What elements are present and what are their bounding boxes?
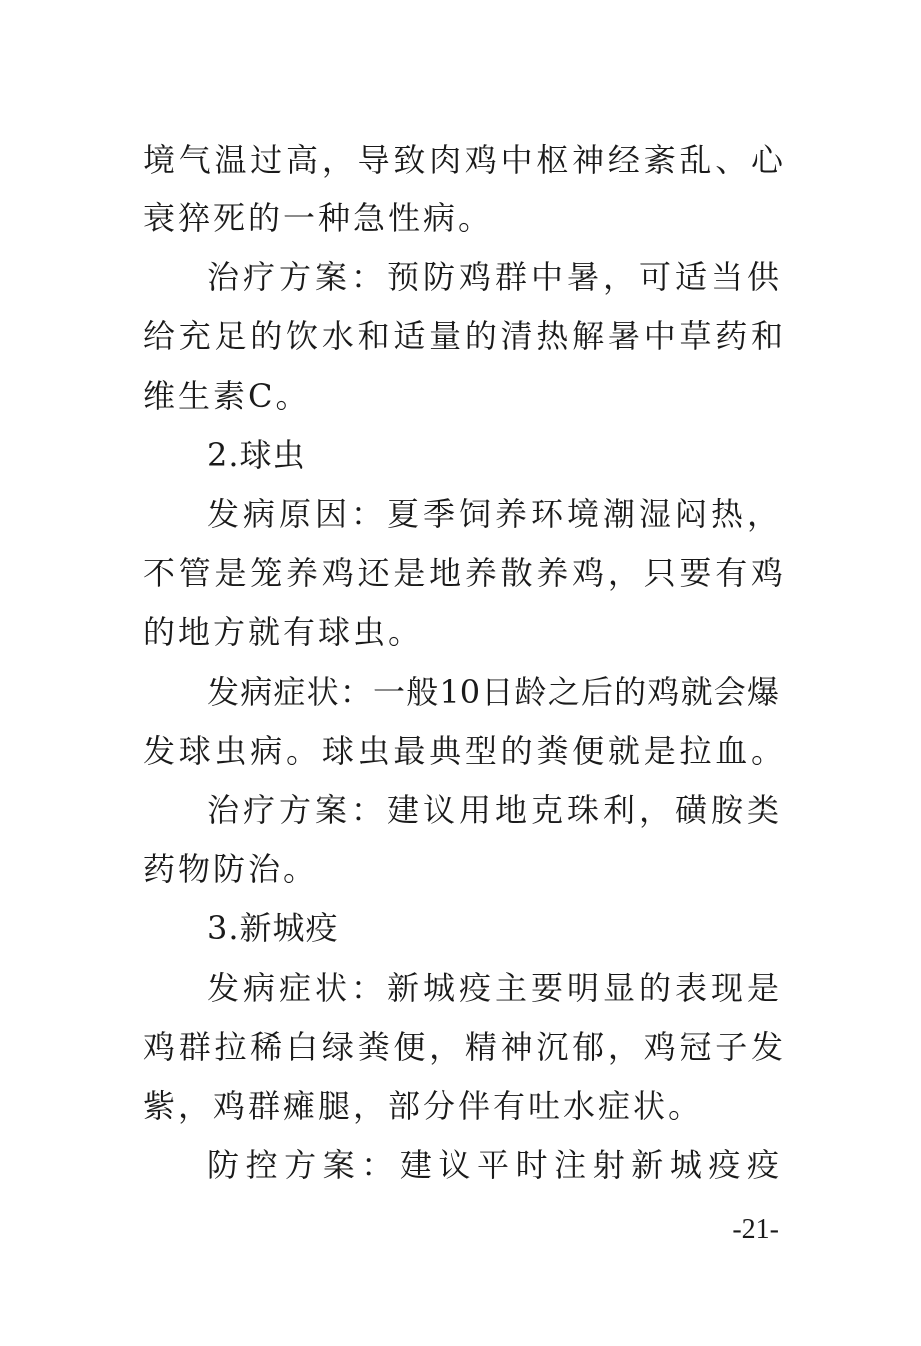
text-line-12: 治疗方案：建议用地克珠利，磺胺类: [207, 791, 779, 829]
text-line-17: 紫，鸡群瘫腿，部分伴有吐水症状。: [143, 1087, 704, 1125]
text-line-16: 鸡群拉稀白绿粪便，精神沉郁，鸡冠子发: [143, 1028, 783, 1066]
text-line-13: 药物防治。: [143, 850, 319, 888]
text-line-3: 治疗方案：预防鸡群中暑，可适当供: [207, 258, 779, 296]
text-line-1: 境气温过高，导致肉鸡中枢神经紊乱、心: [143, 141, 783, 179]
text-line-10: 发病症状：一般10日龄之后的鸡就会爆: [207, 673, 779, 711]
text-line-5: 维生素C。: [143, 377, 311, 415]
text-line-2: 衰猝死的一种急性病。: [143, 199, 494, 237]
text-line-8: 不管是笼养鸡还是地养散养鸡，只要有鸡: [143, 554, 783, 592]
text-line-4: 给充足的饮水和适量的清热解暑中草药和: [143, 317, 783, 355]
text-line-15: 发病症状：新城疫主要明显的表现是: [207, 969, 779, 1007]
text-line-7: 发病原因：夏季饲养环境潮湿闷热，: [207, 495, 779, 533]
text-line-18: 防控方案：建议平时注射新城疫疫: [207, 1146, 779, 1184]
section-heading-coccidiosis: 2.球虫: [207, 436, 306, 474]
text-line-9: 的地方就有球虫。: [143, 613, 424, 651]
section-heading-newcastle: 3.新城疫: [207, 909, 339, 947]
page-number: -21-: [732, 1214, 779, 1245]
text-line-11: 发球虫病。球虫最典型的粪便就是拉血。: [143, 732, 783, 770]
